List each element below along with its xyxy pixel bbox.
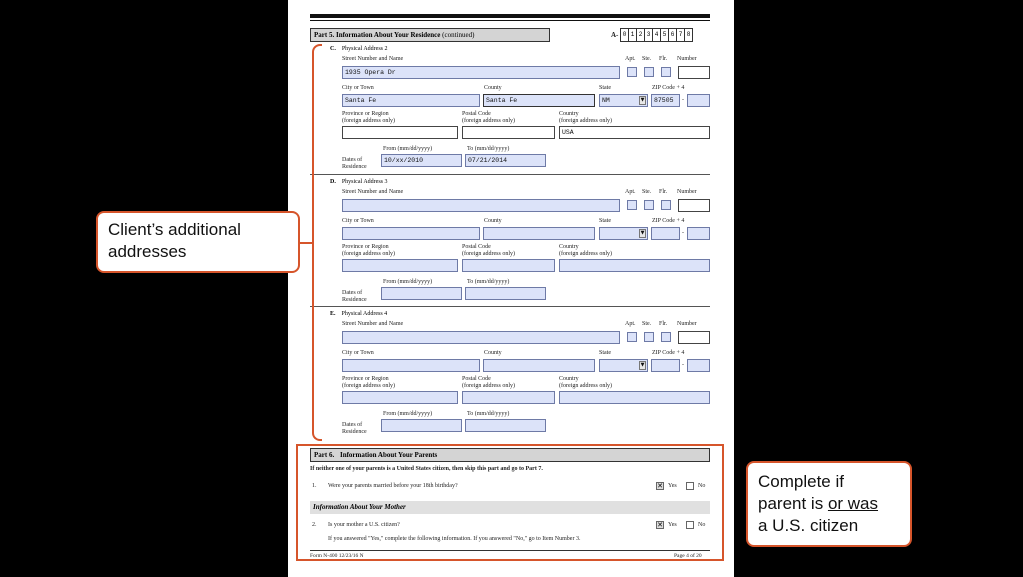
county-input[interactable]: [483, 359, 595, 372]
section-heading: [330, 46, 388, 53]
state-value: NM: [602, 97, 610, 104]
postal-label-note: (foreign address only): [462, 251, 515, 257]
chevron-down-icon: ▼: [640, 230, 645, 236]
to-label: To (mm/dd/yyyy): [467, 411, 510, 417]
q1-text: Were your parents married before your 18th birthday?: [328, 483, 458, 489]
to-label: To (mm/dd/yyyy): [467, 146, 510, 152]
to-date-input[interactable]: [465, 287, 546, 300]
q2-text: Is your mother a U.S. citizen?: [328, 522, 400, 528]
section-heading: [330, 179, 388, 186]
postal-label: Postal Code: [462, 111, 491, 117]
section-title: Physical Address 4: [341, 311, 388, 317]
chevron-down-icon: ▼: [640, 97, 645, 103]
province-label: Province or Region: [342, 244, 389, 250]
a-number-digit: 0: [620, 28, 629, 42]
county-input[interactable]: [483, 227, 595, 240]
apt-checkbox[interactable]: [627, 332, 637, 342]
zip-dash: -: [682, 230, 684, 236]
province-input[interactable]: [342, 391, 458, 404]
a-number-boxes: [621, 28, 693, 42]
province-label-note: (foreign address only): [342, 383, 395, 389]
q2-number: 2.: [312, 522, 317, 528]
q1-number: 1.: [312, 483, 317, 489]
postal-label: Postal Code: [462, 244, 491, 250]
a-number-digit: 4: [652, 28, 661, 42]
country-input[interactable]: [559, 259, 710, 272]
state-select[interactable]: [599, 94, 648, 107]
dates-label-2: Residence: [342, 164, 367, 170]
zip-input[interactable]: [651, 227, 680, 240]
country-label: Country: [559, 376, 579, 382]
footer-page: Page 4 of 20: [674, 553, 702, 559]
country-input[interactable]: [559, 391, 710, 404]
callout-left-text: Client’s additional addresses: [108, 220, 241, 261]
apt-label: Apt.: [625, 189, 636, 195]
callout-right-line1: Complete if: [758, 472, 844, 491]
from-date-input[interactable]: [381, 419, 462, 432]
section-letter: D.: [330, 179, 336, 185]
country-label: Country: [559, 244, 579, 250]
a-number-digit: 1: [628, 28, 637, 42]
q1-no-label: No: [698, 483, 706, 489]
zip4-input[interactable]: [687, 94, 710, 107]
county-label: County: [484, 218, 502, 224]
postal-label-note: (foreign address only): [462, 383, 515, 389]
province-input[interactable]: [342, 259, 458, 272]
zip-input[interactable]: [651, 359, 680, 372]
province-label-note: (foreign address only): [342, 118, 395, 124]
zip4-input[interactable]: [687, 227, 710, 240]
bracket-connector: [298, 242, 312, 244]
street-label: Street Number and Name: [342, 321, 404, 327]
city-label: City or Town: [342, 350, 374, 356]
province-label-note: (foreign address only): [342, 251, 395, 257]
postal-code-input[interactable]: [462, 126, 555, 139]
part5-number: Part 5.: [314, 31, 335, 39]
province-label: Province or Region: [342, 376, 389, 382]
zip-label: ZIP Code + 4: [652, 218, 685, 224]
footer-form-id: Form N-400 12/23/16 N: [310, 553, 364, 559]
ste-checkbox[interactable]: [644, 67, 654, 77]
ste-label: Ste.: [642, 56, 652, 62]
a-number-digit: 8: [684, 28, 693, 42]
q1-yes-label: Yes: [668, 483, 677, 489]
flr-label: Flr.: [659, 56, 668, 62]
callout-right-line2-pre: parent is: [758, 494, 828, 513]
postal-label: Postal Code: [462, 376, 491, 382]
number-label: Number: [677, 321, 697, 327]
part6-highlight-box: [296, 444, 724, 561]
street-input[interactable]: [342, 331, 620, 344]
to-label: To (mm/dd/yyyy): [467, 279, 510, 285]
to-date-input[interactable]: [465, 419, 546, 432]
city-input[interactable]: [342, 227, 480, 240]
dates-label: Dates of: [342, 290, 363, 296]
part5-subtitle: (continued): [442, 31, 475, 39]
a-number-prefix: A-: [611, 31, 619, 39]
province-label: Province or Region: [342, 111, 389, 117]
section-title: Physical Address 3: [341, 179, 388, 185]
zip-input[interactable]: 87505: [651, 94, 680, 107]
state-label: State: [599, 218, 611, 224]
ste-label: Ste.: [642, 321, 652, 327]
section-title: Physical Address 2: [341, 46, 388, 52]
zip-dash: -: [682, 97, 684, 103]
province-input[interactable]: [342, 126, 458, 139]
top-rule: [310, 14, 710, 18]
from-label: From (mm/dd/yyyy): [383, 146, 433, 152]
from-label: From (mm/dd/yyyy): [383, 411, 433, 417]
a-number-digit: 2: [636, 28, 645, 42]
section-divider: [310, 306, 710, 307]
from-label: From (mm/dd/yyyy): [383, 279, 433, 285]
section-heading: [330, 311, 387, 318]
q2-yes-label: Yes: [668, 522, 677, 528]
callout-right-line3: a U.S. citizen: [758, 516, 859, 535]
q2-yes-checkbox[interactable]: ✕: [657, 521, 663, 529]
ste-label: Ste.: [642, 189, 652, 195]
bracket-addresses: [312, 44, 322, 441]
a-number-digit: 3: [644, 28, 653, 42]
part6-title: Information About Your Parents: [339, 451, 438, 459]
a-number-digit: 5: [660, 28, 669, 42]
country-label-note: (foreign address only): [559, 118, 612, 124]
unit-number-input[interactable]: [678, 66, 710, 79]
city-label: City or Town: [342, 85, 374, 91]
street-input[interactable]: [342, 199, 620, 212]
country-input[interactable]: USA: [559, 126, 710, 139]
street-input[interactable]: 1935 Opera Dr: [342, 66, 620, 79]
zip-label: ZIP Code + 4: [652, 350, 685, 356]
postal-code-input[interactable]: [462, 391, 555, 404]
postal-label-note: (foreign address only): [462, 118, 515, 124]
zip-dash: -: [682, 362, 684, 368]
street-label: Street Number and Name: [342, 189, 404, 195]
top-rule-thin: [310, 20, 710, 21]
apt-checkbox[interactable]: [627, 67, 637, 77]
mother-header-text: Information About Your Mother: [313, 503, 406, 511]
country-label: Country: [559, 111, 579, 117]
dates-label: Dates of: [342, 157, 363, 163]
a-number-digit: 7: [676, 28, 685, 42]
state-label: State: [599, 85, 611, 91]
state-label: State: [599, 350, 611, 356]
flr-label: Flr.: [659, 189, 668, 195]
q2-note: If you answered "Yes," complete the following information. If you answered "No," go to Item Number 3.: [328, 536, 581, 542]
city-input[interactable]: [342, 359, 480, 372]
part6-instruction: If neither one of your parents is a United States citizen, then skip this part and go to Part 7.: [310, 466, 543, 472]
section-letter: E.: [330, 311, 336, 317]
flr-checkbox[interactable]: [661, 200, 671, 210]
state-select[interactable]: [599, 227, 648, 240]
flr-checkbox[interactable]: [661, 332, 671, 342]
number-label: Number: [677, 56, 697, 62]
zip-label: ZIP Code + 4: [652, 85, 685, 91]
apt-checkbox[interactable]: [627, 200, 637, 210]
state-select[interactable]: [599, 359, 648, 372]
zip4-input[interactable]: [687, 359, 710, 372]
street-label: Street Number and Name: [342, 56, 404, 62]
from-date-input[interactable]: [381, 287, 462, 300]
unit-number-input[interactable]: [678, 331, 710, 344]
section-letter: C.: [330, 46, 336, 52]
flr-label: Flr.: [659, 321, 668, 327]
to-date-input[interactable]: 07/21/2014: [465, 154, 546, 167]
city-input[interactable]: Santa Fe: [342, 94, 480, 107]
county-input[interactable]: Santa Fe: [483, 94, 595, 107]
county-label: County: [484, 85, 502, 91]
dates-label-2: Residence: [342, 429, 367, 435]
apt-label: Apt.: [625, 321, 636, 327]
ste-checkbox[interactable]: [644, 200, 654, 210]
callout-parent-citizen: [746, 461, 912, 547]
part5-title: Information About Your Residence: [335, 31, 441, 39]
number-label: Number: [677, 189, 697, 195]
ste-checkbox[interactable]: [644, 332, 654, 342]
flr-checkbox[interactable]: [661, 67, 671, 77]
q1-yes-checkbox[interactable]: ✕: [657, 482, 663, 490]
city-label: City or Town: [342, 218, 374, 224]
unit-number-input[interactable]: [678, 199, 710, 212]
dates-label-2: Residence: [342, 297, 367, 303]
a-number-digit: 6: [668, 28, 677, 42]
part5-header: [310, 28, 550, 42]
apt-label: Apt.: [625, 56, 636, 62]
q2-no-label: No: [698, 522, 706, 528]
from-date-input[interactable]: 10/xx/2010: [381, 154, 462, 167]
chevron-down-icon: ▼: [640, 362, 645, 368]
callout-additional-addresses: [96, 211, 300, 273]
section-divider: [310, 174, 710, 175]
county-label: County: [484, 350, 502, 356]
country-label-note: (foreign address only): [559, 251, 612, 257]
postal-code-input[interactable]: [462, 259, 555, 272]
callout-right-line2-underlined: or was: [827, 494, 879, 513]
part6-number: Part 6.: [314, 451, 335, 459]
dates-label: Dates of: [342, 422, 363, 428]
callout-right-line2: [758, 493, 900, 515]
country-label-note: (foreign address only): [559, 383, 612, 389]
